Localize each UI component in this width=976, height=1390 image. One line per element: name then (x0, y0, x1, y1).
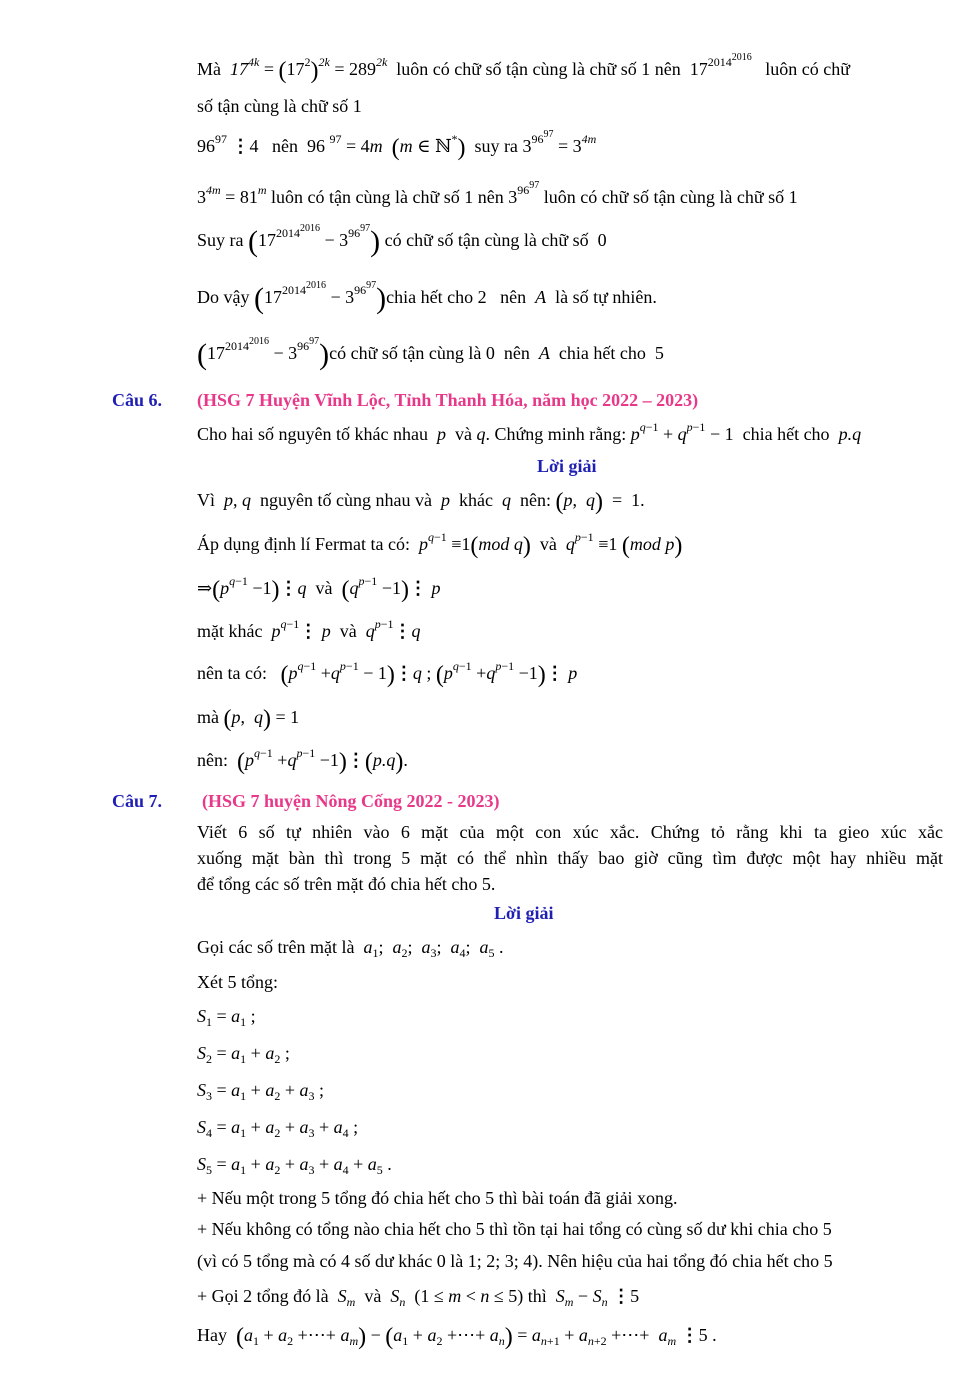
cau6-problem: Cho hai số nguyên tố khác nhau p và q. Chứng minh rằng: $p^{q-1} + q^{p-1} - 1$ chia hết cho p.q (197, 420, 862, 444)
proof-line-3: $96^{97}$ ⋮4 nên 96 $^{97}$ = 4m (m ∈ ℕ*) suy ra $3^{96^{97}} = 3^{4m}$ (197, 129, 597, 161)
cau6-step-5: nên ta có: ($p^{q-1} +q^{p-1}$ − 1)⋮q ; ($p^{q-1} +q^{p-1}$ −1)⋮ p (197, 659, 578, 688)
proof-line-2: số tận cùng là chữ số 1 (197, 96, 362, 116)
cau6-step-2: Áp dụng định lí Fermat ta có: $p^{q-1} \equiv 1(mod$ q) và $q^{p-1} \equiv 1$ (mod p) (197, 530, 683, 559)
case-3: + Gọi 2 tổng đó là $S_m$ và $S_n$ (1 ≤ m < n ≤ 5) thì $S_m - S_n$ ⋮5 (197, 1286, 640, 1309)
proof-line-6: Do vậy ($17^{2014^{2016}}$ − $3^{96^{97}})chia$ hết cho 2 nên A là số tự nhiên. (197, 280, 657, 315)
cau6-step-7: nên: ($p^{q-1} +q^{p-1}$ −1)⋮(p.q). (197, 746, 408, 775)
cau7-problem-line-1: Viết 6 số tự nhiên vào 6 mặt của một con xúc xắc. Chứng tỏ rằng khi ta gieo xúc xắc (197, 822, 943, 842)
cau7-step-1: Gọi các số trên mặt là $a_1$; $a_2$; $a_3$; $a_4$; $a_5$ . (197, 937, 504, 960)
cau6-step-3: $\Rightarrow(p^{q-1}$ −1)⋮q và ($q^{p-1}$ −1)⋮ p (197, 574, 441, 603)
final-step: Hay ($a_1 + a_2$ +⋯+ $a_m) - (a_1 + a_2$ +⋯+ $a_n) = a_{n+1} + a_{n+2}$ +⋯+ $a_m$ ⋮5 . (197, 1324, 717, 1350)
cau7-source: (HSG 7 huyện Nông Cống 2022 - 2023) (202, 791, 500, 811)
sum-s5: $S_5 = a_1 + a_2 + a_3 + a_4 + a_5$ . (197, 1154, 392, 1177)
sum-s4: $S_4 = a_1 + a_2 + a_3 + a_4$ ; (197, 1117, 359, 1140)
cau6-step-4: mặt khác $p^{q-1}⋮$ p và $q^{p-1}⋮q$ (197, 617, 421, 641)
cau7-problem-line-2: xuống mặt bàn thì trong 5 mặt có thể nhìn thấy bao giờ cũng tìm được một hay nhiều mặt (197, 848, 943, 868)
cau7-step-2: Xét 5 tổng: (197, 972, 278, 992)
sum-s2: $S_2 = a_1 + a_2$ ; (197, 1043, 290, 1066)
sum-s1: $S_1 = a_1$ ; (197, 1006, 256, 1029)
cau7-label: Câu 7. (112, 791, 163, 811)
case-1: + Nếu một trong 5 tổng đó chia hết cho 5 thì bài toán đã giải xong. (197, 1188, 678, 1208)
cau6-step-1: Vì p, q nguyên tố cùng nhau và p khác q nên: (p, q) = 1. (197, 489, 645, 515)
proof-line-5: Suy ra $(17^{2014^{2016}} - 3^{96^{97}})$ có chữ số tận cùng là chữ số 0 (197, 223, 607, 258)
cau6-source: (HSG 7 Huyện Vĩnh Lộc, Tỉnh Thanh Hóa, năm học 2022 – 2023) (197, 390, 699, 410)
cau6-solution-heading: Lời giải (537, 456, 597, 476)
sum-s3: $S_3 = a_1 + a_2 + a_3$ ; (197, 1080, 324, 1103)
proof-line-4: $3^{4m} = 81^m$ luôn có tận cùng là chữ số 1 nên $3^{96^{97}}$ luôn có chữ số tận cùng là chữ số 1 (197, 180, 798, 207)
proof-line-1: Mà $17^{4k} = (17^2)^{2k} = 289^{2k}$ luôn có chữ số tận cùng là chữ số 1 nên $17^{2014^{2016}}$ luôn có chữ (197, 52, 850, 84)
cau6-step-6: mà (p, q) = 1 (197, 706, 300, 732)
cau6-label: Câu 6. (112, 390, 163, 410)
proof-line-7: ($17^{2014^{2016}}$ − $3^{96^{97}})có$ chữ số tận cùng là 0 nên A chia hết cho 5 (197, 336, 664, 371)
case-2-continued: (vì có 5 tổng mà có 4 số dư khác 0 là 1; 2; 3; 4). Nên hiệu của hai tổng đó chia hết cho 5 (197, 1251, 833, 1271)
case-2: + Nếu không có tổng nào chia hết cho 5 thì tồn tại hai tổng có cùng số dư khi chia cho 5 (197, 1219, 832, 1239)
cau7-solution-heading: Lời giải (494, 903, 554, 923)
cau7-problem-line-3: để tổng các số trên mặt đó chia hết cho 5. (197, 874, 496, 894)
